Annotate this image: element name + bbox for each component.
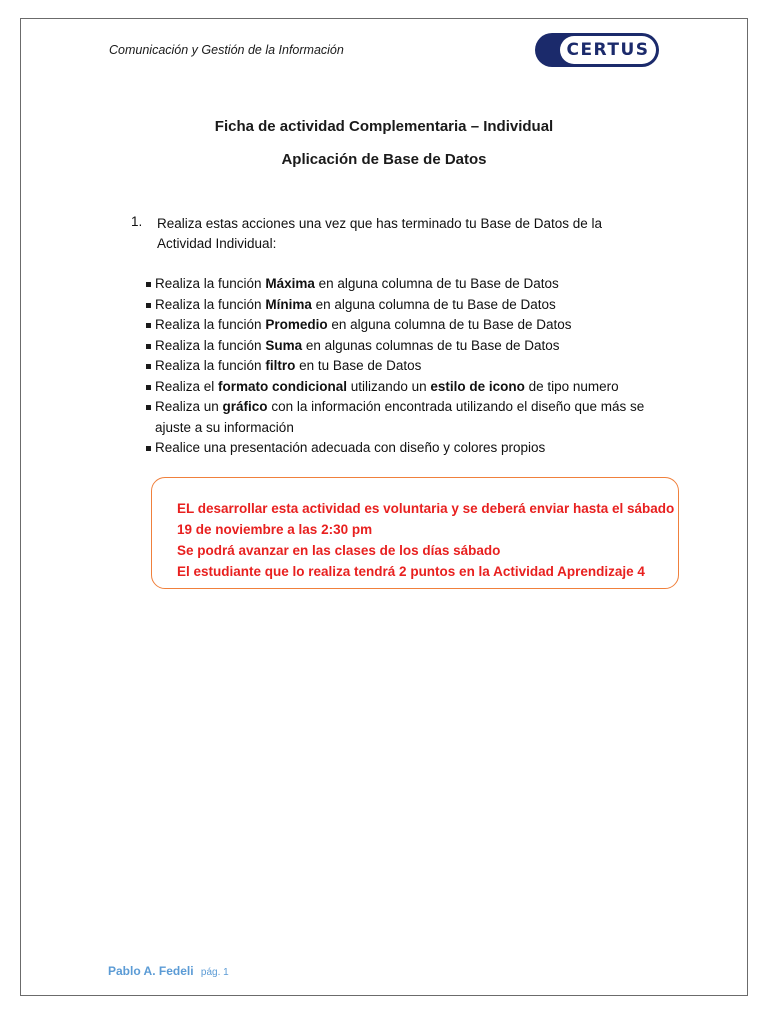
footer-author: Pablo A. Fedeli — [108, 964, 194, 978]
document-title: Ficha de actividad Complementaria – Individual — [214, 118, 554, 135]
bullet-item: Realiza un gráfico con la información encontrada utilizando el diseño que más se ajuste a su información — [144, 397, 674, 438]
bullet-item: Realiza la función filtro en tu Base de Datos — [144, 356, 674, 377]
header-course-title: Comunicación y Gestión de la Información — [109, 43, 344, 57]
bullet-item: Realice una presentación adecuada con diseño y colores propios — [144, 438, 674, 459]
list-item-number: 1. — [131, 214, 143, 229]
logo-text: CERTUS — [560, 36, 656, 64]
bullet-item: Realiza la función Promedio en alguna columna de tu Base de Datos — [144, 315, 674, 336]
bullet-item: Realiza el formato condicional utilizando un estilo de icono de tipo numero — [144, 377, 674, 398]
bullet-item: Realiza la función Mínima en alguna columna de tu Base de Datos — [144, 295, 674, 316]
bullet-list — [144, 274, 674, 459]
bullet-item: Realiza la función Máxima en alguna columna de tu Base de Datos — [144, 274, 674, 295]
notice-text — [177, 498, 677, 582]
document-subtitle: Aplicación de Base de Datos — [281, 151, 487, 168]
footer — [108, 964, 229, 978]
certus-logo — [535, 33, 659, 67]
list-item-text: Realiza estas acciones una vez que has terminado tu Base de Datos de la Actividad Individual: — [157, 216, 603, 251]
bullet-item: Realiza la función Suma en algunas columnas de tu Base de Datos — [144, 336, 674, 357]
notice-deadline: EL desarrollar esta actividad es voluntaria y se deberá enviar hasta el sábado 19 de noviembre a las 2:30 pm — [177, 501, 675, 537]
notice-saturday-classes: Se podrá avanzar en las clases de los días sábado — [177, 543, 501, 558]
footer-page-number: pág. 1 — [200, 967, 229, 978]
notice-points: El estudiante que lo realiza tendrá 2 puntos en la Actividad Aprendizaje 4 — [177, 564, 645, 579]
